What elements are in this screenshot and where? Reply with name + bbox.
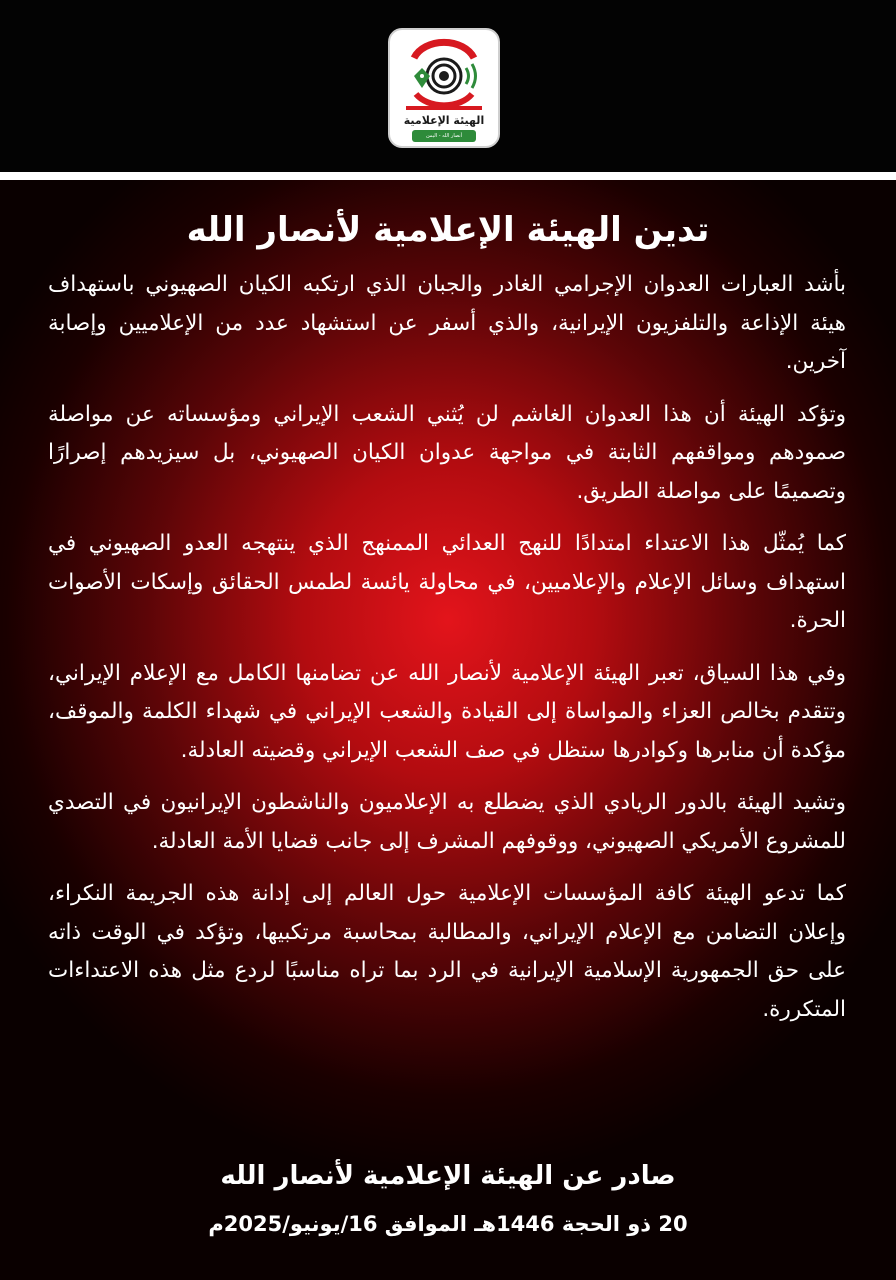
statement-paragraph: بأشد العبارات العدوان الإجرامي الغادر والجبان الذي ارتكبه الكيان الصهيوني باستهداف هيئة الإذاعة والتلفزيون الإيرانية، والذي أسفر عن استشهاد عدد من الإعلاميين وإصابة آخرين. xyxy=(48,272,846,374)
statement-paragraph: كما تدعو الهيئة كافة المؤسسات الإعلامية حول العالم إلى إدانة هذه الجريمة النكراء، وإعلان التضامن مع الإعلام الإيراني، والمطالبة بمحاسبة مرتكبيها، وتؤكد في الوقت ذاته على حق الجمهورية الإسلامية الإيرانية في الرد بما تراه مناسبًا لردع مثل هذه الاعتداءات المتكررة. xyxy=(48,881,846,1022)
header-divider xyxy=(0,172,896,180)
statement-paragraph: وتؤكد الهيئة أن هذا العدوان الغاشم لن يُثني الشعب الإيراني ومؤسساته عن مواصلة صمودهم ومواقفهم الثابتة في مواجهة عدوان الكيان الصهيوني، بل سيزيدهم إصرارًا وتصميمًا على مواصلة الطريق. xyxy=(48,401,846,504)
logo-subtitle: أنصار الله - اليمن xyxy=(412,130,476,142)
statement-body xyxy=(48,266,846,1043)
statement-paragraph: وفي هذا السياق، تعبر الهيئة الإعلامية لأنصار الله عن تضامنها الكامل مع الإعلام الإيراني، وتتقدم بخالص العزاء والمواساة إلى القيادة والشعب الإيراني في شهداء الكلمة والموقف، مؤكدة أن منابرها وكوادرها ستظل في صف الشعب الإيراني وقضيته العادلة. xyxy=(48,660,846,763)
issue-date: 20 ذو الحجة 1446هـ الموافق 16/يونيو/2025م xyxy=(208,1212,688,1236)
issuer-signature: صادر عن الهيئة الإعلامية لأنصار الله xyxy=(220,1161,676,1191)
logo-emblem-icon xyxy=(390,30,498,146)
logo-name: الهيئة الإعلامية xyxy=(403,114,485,127)
media-authority-logo xyxy=(388,28,500,148)
statement-paragraph: وتشيد الهيئة بالدور الريادي الذي يضطلع به الإعلاميون والناشطون الإيرانيون في التصدي للمشروع الأمريكي الصهيوني، ووقوفهم المشرف إلى جانب قضايا الأمة العادلة. xyxy=(48,790,846,854)
statement-paragraph: كما يُمثّل هذا الاعتداء امتدادًا للنهج العدائي الممنهج الذي ينتهجه العدو الصهيوني في استهداف وسائل الإعلام والإعلاميين، في محاولة يائسة لطمس الحقائق وإسكات الأصوات الحرة. xyxy=(48,531,846,633)
statement-title: تدين الهيئة الإعلامية لأنصار الله xyxy=(186,210,710,250)
